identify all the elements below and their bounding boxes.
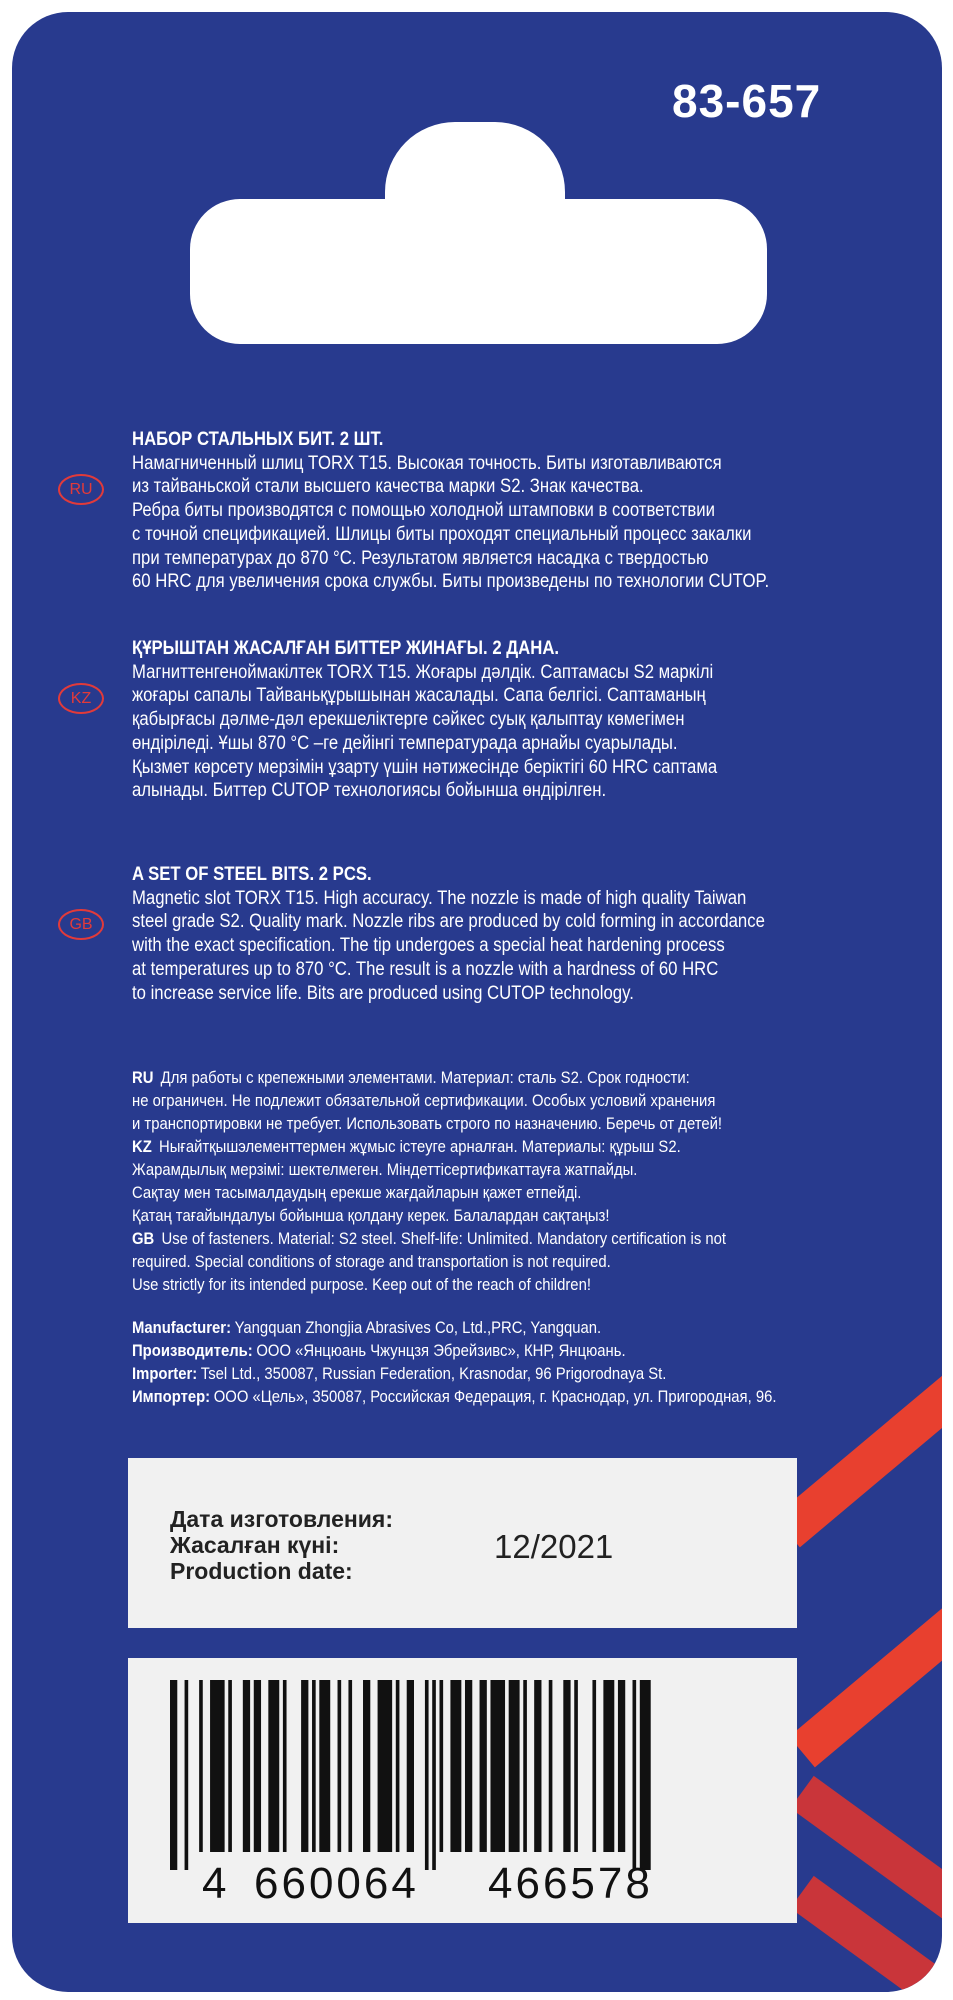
barcode-bar — [633, 1680, 637, 1870]
usage-line: RU Для работы с крепежными элементами. Материал: сталь S2. Срок годности: — [132, 1069, 690, 1087]
section-gb — [132, 863, 765, 1005]
usage-lang: GB — [132, 1230, 155, 1248]
company-line: Импортер: ООО «Цель», 350087, Российская Федерация, г. Краснодар, ул. Пригородная, 96. — [132, 1388, 777, 1406]
usage-line: GB Use of fasteners. Material: S2 steel. Shelf-life: Unlimited. Mandatory certification is not — [132, 1230, 727, 1248]
section-line: өндіріледі. Ұшы 870 °С –ге дейінгі температурада арнайы суарылады. — [132, 732, 678, 754]
company-line: Importer: Tsel Ltd., 350087, Russian Federation, Krasnodar, 96 Prigorodnaya St. — [132, 1365, 667, 1383]
barcode-bar — [268, 1680, 279, 1852]
barcode-bar — [592, 1680, 596, 1852]
usage-line: Жарамдылық мерзімі: шектелмеген. Міндеттісертификаттауға жатпайды. — [132, 1161, 638, 1179]
barcode-bar — [363, 1680, 370, 1852]
barcode-bar — [210, 1680, 225, 1852]
barcode-bar — [283, 1680, 287, 1852]
barcode-bar — [170, 1680, 177, 1870]
barcode-digit-first: 4 — [202, 1859, 230, 1908]
section-line: из тайваньской стали высшего качества марки S2. Знак качества. — [132, 476, 644, 498]
barcode-bar — [378, 1680, 393, 1852]
barcode-bar — [199, 1680, 203, 1852]
date-label-ru: Дата изготовления: — [170, 1506, 394, 1532]
lang-badge-kz: KZ — [58, 683, 104, 714]
barcode-bar — [640, 1680, 651, 1870]
barcode-bar — [465, 1680, 472, 1852]
section-line: Қызмет көрсету мерзімін ұзарту үшін нәтижесінде беріктігі 60 HRC саптама — [132, 756, 718, 778]
section-line: алынады. Биттер CUTOP технологиясы бойынша өндірілген. — [132, 780, 607, 802]
hanger-hole — [190, 199, 767, 344]
product-code: 83-657 — [672, 75, 822, 127]
barcode-bar — [450, 1680, 461, 1852]
lang-badge-ru: RU — [58, 474, 104, 505]
section-line: 60 HRC для увеличения срока службы. Биты произведены по технологии CUTOP. — [132, 571, 770, 593]
section-line: при температурах до 870 °С. Результатом является насадка с твердостью — [132, 547, 709, 569]
section-line: жоғары сапалы Тайваньқұрышынан жасалады. Сапа белгісі. Саптаманың — [132, 685, 706, 707]
barcode-bar — [185, 1680, 189, 1870]
section-title: A SET OF STEEL BITS. 2 PCS. — [132, 864, 372, 885]
barcode-bar — [348, 1680, 352, 1852]
barcode-bar — [563, 1680, 570, 1852]
barcode-bar — [301, 1680, 308, 1852]
section-line: Магниттенгеноймакілтек TORX T15. Жоғары дәлдік. Саптамасы S2 маркілі — [132, 661, 714, 683]
section-title: ҚҰРЫШТАН ЖАСАЛҒАН БИТТЕР ЖИНАҒЫ. 2 ДАНА. — [132, 638, 560, 659]
section-line: Ребра биты производятся с помощью холодной штамповки в соответствии — [132, 500, 715, 522]
barcode-bar — [319, 1680, 330, 1852]
date-label-en: Production date: — [170, 1558, 353, 1584]
production-date: 12/2021 — [494, 1528, 614, 1565]
barcode-bar — [425, 1680, 429, 1870]
barcode-bar — [574, 1680, 578, 1852]
usage-line: KZ Нығайтқышэлементтермен жұмыс істеуге арналған. Материалы: құрыш S2. — [132, 1138, 681, 1156]
barcode-digits-left: 660064 — [254, 1859, 419, 1908]
barcode-bar — [534, 1680, 541, 1852]
section-line: с точной спецификацией. Шлицы биты проходят специальный процесс закалки — [132, 523, 752, 545]
barcode-bar — [228, 1680, 232, 1852]
usage-lang: RU — [132, 1069, 154, 1087]
usage-line: не ограничен. Не подлежит обязательной сертификации. Особых условий хранения — [132, 1092, 716, 1110]
barcode-digits-right: 466578 — [488, 1859, 653, 1908]
section-line: at temperatures up to 870 °C. The result is a nozzle with a hardness of 60 HRC — [132, 958, 719, 980]
barcode-bar — [618, 1680, 625, 1852]
barcode-bar — [490, 1680, 505, 1852]
barcode-bar — [254, 1680, 261, 1852]
section-line: Magnetic slot TORX T15. High accuracy. The nozzle is made of high quality Taiwan — [132, 887, 747, 909]
barcode-bar — [312, 1680, 316, 1852]
production-date-box — [128, 1458, 797, 1628]
barcode-bar — [407, 1680, 414, 1852]
barcode — [170, 1680, 660, 1870]
barcode-bar — [549, 1680, 553, 1852]
barcode-bar — [509, 1680, 520, 1852]
company-line: Manufacturer: Yangquan Zhongjia Abrasives Co, Ltd.,PRC, Yangquan. — [132, 1319, 602, 1337]
lang-badge-gb: GB — [58, 909, 104, 940]
section-title: НАБОР СТАЛЬНЫХ БИТ. 2 ШТ. — [132, 429, 384, 450]
barcode-bar — [338, 1680, 342, 1852]
usage-line: Қатаң тағайындалуы бойынша қолдану керек. Балалардан сақтаңыз! — [132, 1207, 610, 1225]
company-line: Производитель: ООО «Янцюань Чжунцзя Эбрейзивс», КНР, Янцюань. — [132, 1342, 626, 1360]
barcode-bar — [480, 1680, 487, 1852]
section-line: Намагниченный шлиц TORX T15. Высокая точность. Биты изготавливаются — [132, 452, 722, 474]
barcode-bar — [432, 1680, 436, 1870]
date-label-kz: Жасалған күні: — [170, 1532, 340, 1558]
usage-line: и транспортировки не требует. Использовать строго по назначению. Беречь от детей! — [132, 1115, 723, 1133]
usage-line: Сақтау мен тасымалдаудың ерекше жағдайларын қажет етпейді. — [132, 1184, 582, 1202]
usage-line: required. Special conditions of storage and transportation is not required. — [132, 1253, 611, 1271]
section-line: with the exact specification. The tip undergoes a special heat hardening process — [132, 935, 725, 957]
barcode-bar — [523, 1680, 527, 1852]
barcode-bar — [396, 1680, 400, 1852]
package-card — [12, 12, 942, 1992]
company-info — [132, 1317, 776, 1409]
usage-text — [132, 1067, 726, 1297]
barcode-bar — [439, 1680, 443, 1852]
section-line: steel grade S2. Quality mark. Nozzle ribs are produced by cold forming in accordance — [132, 911, 765, 933]
usage-line: Use strictly for its intended purpose. Keep out of the reach of children! — [132, 1276, 591, 1294]
section-line: to increase service life. Bits are produced using CUTOP technology. — [132, 982, 634, 1004]
barcode-bar — [603, 1680, 614, 1852]
barcode-box — [128, 1658, 797, 1923]
section-kz — [132, 637, 717, 803]
barcode-bar — [243, 1680, 250, 1852]
section-line: қабырғасы дәлме-дәл ерекшеліктерге сәйкес суық қалыптау көмегімен — [132, 709, 685, 731]
section-ru — [132, 428, 769, 594]
usage-lang: KZ — [132, 1138, 152, 1156]
